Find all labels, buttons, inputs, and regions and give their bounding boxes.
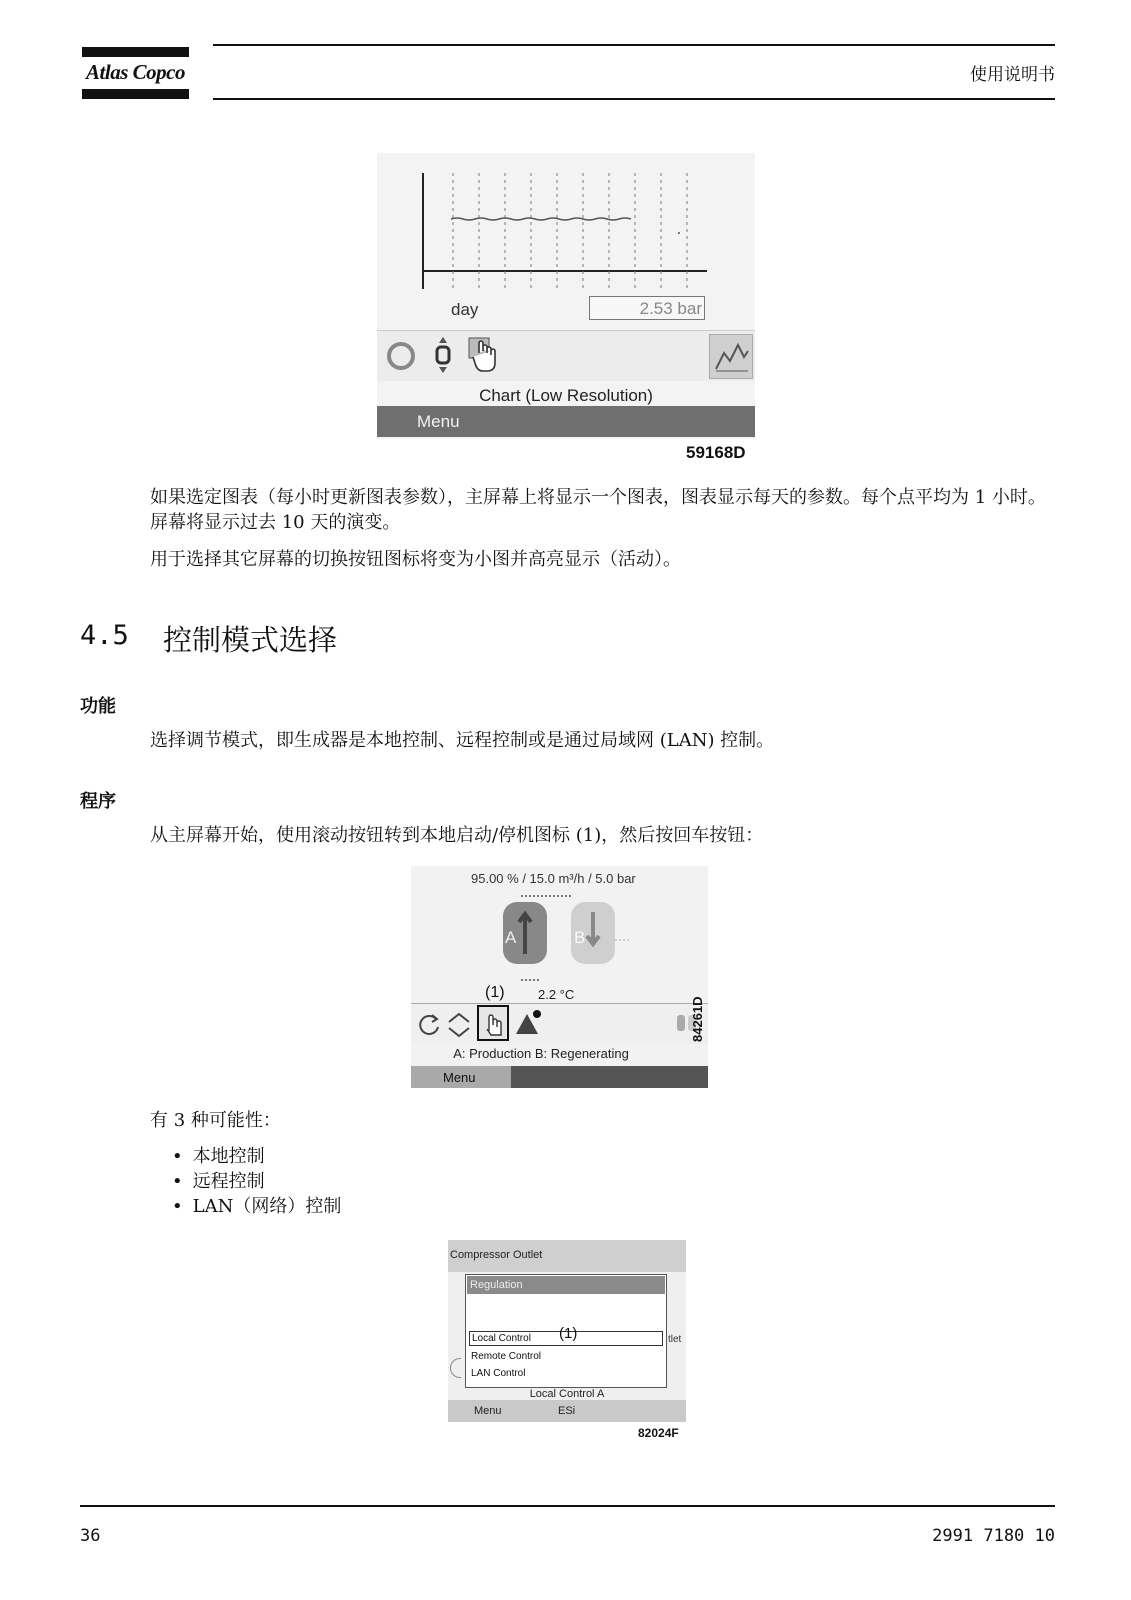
callout-1b: (1) (559, 1325, 578, 1342)
circle-arrow-icon (383, 338, 419, 374)
figure3-code: 82024F (638, 1426, 679, 1440)
section-title: 控制模式选择 (163, 623, 338, 657)
function-heading: 功能 (80, 696, 116, 717)
paragraph-toggle-note: 用于选择其它屏幕的切换按钮图标将变为小图并高亮显示（活动）。 (150, 549, 681, 570)
screen-title-bar (448, 1240, 686, 1272)
list-item: • LAN（网络）控制 (172, 1194, 341, 1219)
scroll-icon (429, 335, 457, 375)
top-status: 95.00 % / 15.0 m³/h / 5.0 bar (471, 871, 636, 886)
document-title: 使用说明书 (970, 65, 1055, 85)
possibilities-intro: 有 3 种可能性： (150, 1110, 281, 1131)
option-label: Local Control (472, 1333, 531, 1344)
chart-trace (451, 218, 631, 220)
screen-title: Compressor Outlet (450, 1249, 543, 1261)
procedure-heading: 程序 (80, 791, 116, 812)
list-item: • 本地控制 (172, 1144, 341, 1169)
hand-icon (467, 335, 503, 375)
possibilities-list (172, 1144, 341, 1219)
warning-icon (513, 1008, 543, 1038)
menu-label-3: Menu (474, 1405, 502, 1417)
menu-bar-3 (448, 1400, 686, 1422)
refresh-icon (416, 1011, 442, 1037)
icon-strip-2 (411, 1003, 708, 1044)
callout-1: (1) (485, 984, 505, 1001)
menu-bar-1 (377, 406, 755, 437)
atlas-copco-logo: Atlas Copco (86, 60, 185, 84)
figure-chart-screen (377, 153, 755, 439)
dryer-vessels-diagram (411, 884, 708, 994)
procedure-text: 从主屏幕开始，使用滚动按钮转到本地启动/停机图标 (1)，然后按回车按钮： (150, 825, 764, 846)
document-number: 2991 7180 10 (932, 1526, 1055, 1546)
section-number: 4.5 (80, 620, 129, 651)
logo-bar-bottom (82, 89, 189, 99)
menu-label: Menu (417, 412, 460, 431)
paragraph-chart-description: 如果选定图表（每小时更新图表参数），主屏幕上将显示一个图表，图表显示每天的参数。每个点平均为 1 小时。屏幕将显示过去 10 天的演变。 (150, 487, 1046, 533)
status-local-control: Local Control A (529, 1388, 605, 1400)
chart-toggle-icon (709, 334, 753, 379)
chart-value-box: 2.53 bar (589, 296, 705, 320)
chart-period-label: day (451, 300, 479, 319)
menu-label-2: Menu (443, 1070, 476, 1085)
behind-icon-arc (450, 1358, 461, 1378)
option-remote-control[interactable]: Remote Control (471, 1351, 542, 1362)
figure1-code: 59168D (686, 443, 746, 462)
vessel-a-label: A (505, 928, 517, 947)
option-lan-control[interactable]: LAN Control (471, 1368, 526, 1379)
function-text: 选择调节模式，即生成器是本地控制、远程控制或是通过局域网 (LAN) 控制。 (150, 730, 775, 751)
page-number: 36 (80, 1526, 101, 1546)
status-line: A: Production B: Regenerating (453, 1046, 629, 1061)
figure2-code: 84261D (690, 996, 705, 1042)
screen-caption: Chart (Low Resolution) (479, 386, 653, 405)
vessel-b-label: B (574, 928, 586, 947)
local-start-stop-icon (477, 1005, 509, 1041)
esi-label: ESi (558, 1405, 576, 1417)
header-rule-bottom (213, 98, 1055, 100)
temperature-readout: 2.2 °C (538, 987, 575, 1002)
dialog-title-bar (467, 1276, 665, 1294)
icon-strip (377, 330, 755, 381)
behind-text: tlet (668, 1334, 682, 1345)
regulation-dialog[interactable] (465, 1274, 667, 1388)
logo-bar-top (82, 47, 189, 57)
menu-bar-2 (411, 1066, 708, 1088)
header-rule-top (213, 44, 1055, 46)
footer-rule (80, 1505, 1055, 1507)
figure-regulation-screen (448, 1240, 686, 1422)
swap-icon (445, 1010, 473, 1038)
figure-main-screen (411, 866, 708, 1088)
list-item: • 远程控制 (172, 1169, 341, 1194)
dialog-title: Regulation (470, 1279, 523, 1291)
